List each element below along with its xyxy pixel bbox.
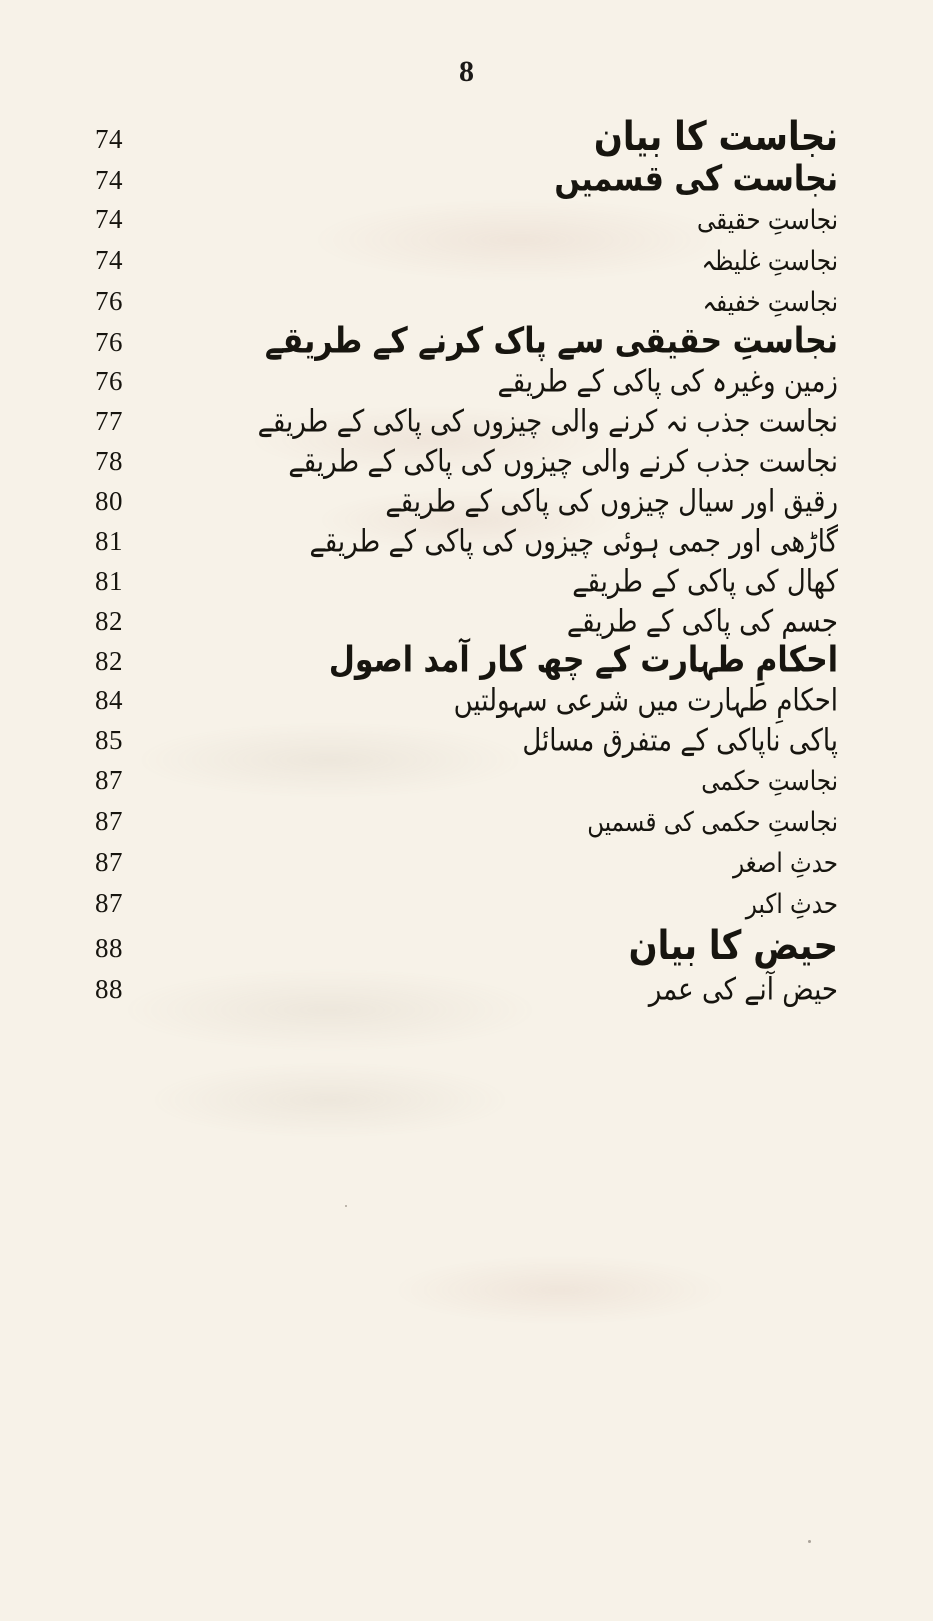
toc-entry-title: حدثِ اکبر [745, 889, 838, 921]
toc-entry-title: حدثِ اصغر [733, 848, 838, 880]
toc-entry[interactable] [95, 444, 838, 480]
toc-entry-title: نجاستِ خفیفہ [702, 287, 838, 319]
toc-entry-page-number: 84 [95, 685, 123, 715]
toc-entry[interactable] [95, 364, 838, 400]
toc-entry-page-number: 88 [95, 933, 123, 963]
toc-entry-page-number: 82 [95, 606, 123, 636]
toc-entry-page-number: 76 [95, 366, 123, 396]
toc-entry[interactable] [95, 158, 838, 201]
toc-entry[interactable] [95, 639, 838, 682]
toc-entry-title: احکامِ طہارت میں شرعی سہولتیں [453, 683, 838, 719]
toc-entry-title: نجاست کا بیان [593, 113, 838, 161]
paper-speck [345, 1205, 347, 1207]
toc-entry-title: نجاست جذب نہ کرنے والی چیزوں کی پاکی کے طریقے [257, 404, 838, 440]
toc-entry-title: جسم کی پاکی کے طریقے [566, 604, 838, 640]
toc-entry-page-number: 74 [95, 124, 123, 154]
toc-entry-title: احکامِ طہارت کے چھ کار آمد اصول [328, 639, 838, 682]
toc-entry-title: نجاست جذب کرنے والی چیزوں کی پاکی کے طریقے [288, 444, 838, 480]
toc-entry-page-number: 81 [95, 566, 123, 596]
toc-entry[interactable] [95, 564, 838, 600]
toc-entry-page-number: 74 [95, 245, 123, 275]
toc-entry-page-number: 78 [95, 446, 123, 476]
page-number: 8 [459, 55, 474, 88]
toc-entry[interactable] [95, 922, 838, 970]
toc-entry-page-number: 87 [95, 806, 123, 836]
toc-entry-page-number: 82 [95, 646, 123, 676]
toc-entry[interactable] [95, 524, 838, 560]
paper-speck [808, 1540, 811, 1543]
toc-entry-page-number: 77 [95, 406, 123, 436]
toc-entry-title: نجاستِ حکمی [701, 766, 838, 798]
toc-entry-page-number: 87 [95, 888, 123, 918]
toc-entry-title: زمین وغیرہ کی پاکی کے طریقے [497, 364, 838, 400]
toc-entry[interactable] [95, 604, 838, 640]
toc-entry-title: نجاست کی قسمیں [554, 158, 838, 201]
toc-entry-title: نجاستِ حقیقی [696, 205, 838, 237]
toc-entry-title: حیض کا بیان [628, 922, 838, 970]
toc-entry-title: گاڑھی اور جمی ہوئی چیزوں کی پاکی کے طریقے [309, 524, 838, 560]
toc-entry-page-number: 76 [95, 327, 123, 357]
toc-entry-page-number: 76 [95, 286, 123, 316]
toc-entry[interactable] [95, 888, 838, 919]
toc-entry-page-number: 81 [95, 526, 123, 556]
toc-entry[interactable] [95, 204, 838, 235]
toc-entry-page-number: 74 [95, 204, 123, 234]
toc-entry-page-number: 88 [95, 974, 123, 1004]
toc-entry[interactable] [95, 245, 838, 276]
toc-entry[interactable] [95, 847, 838, 878]
toc-entry-title: نجاستِ حکمی کی قسمیں [587, 807, 838, 839]
toc-entry-title: نجاستِ حقیقی سے پاک کرنے کے طریقے [264, 320, 838, 363]
toc-entry[interactable] [95, 113, 838, 161]
toc-entry-title: پاکی ناپاکی کے متفرق مسائل [522, 723, 838, 759]
toc-entry[interactable] [95, 683, 838, 719]
toc-entry-page-number: 85 [95, 725, 123, 755]
toc-entry-page-number: 87 [95, 765, 123, 795]
toc-entry[interactable] [95, 806, 838, 837]
toc-entry-title: حیض آنے کی عمر [648, 972, 838, 1008]
toc-entry[interactable] [95, 484, 838, 520]
toc-entry-title: کھال کی پاکی کے طریقے [572, 564, 838, 600]
toc-entry[interactable] [95, 320, 838, 363]
toc-entry-title: نجاستِ غلیظہ [701, 246, 838, 278]
toc-entry[interactable] [95, 972, 838, 1008]
toc-entry[interactable] [95, 723, 838, 759]
toc-entry-page-number: 74 [95, 165, 123, 195]
toc-entry[interactable] [95, 404, 838, 440]
toc-entry[interactable] [95, 286, 838, 317]
toc-entry-page-number: 87 [95, 847, 123, 877]
toc-entry-page-number: 80 [95, 486, 123, 516]
table-of-contents [95, 113, 838, 1014]
toc-entry[interactable] [95, 765, 838, 796]
toc-entry-title: رقیق اور سیال چیزوں کی پاکی کے طریقے [385, 484, 838, 520]
